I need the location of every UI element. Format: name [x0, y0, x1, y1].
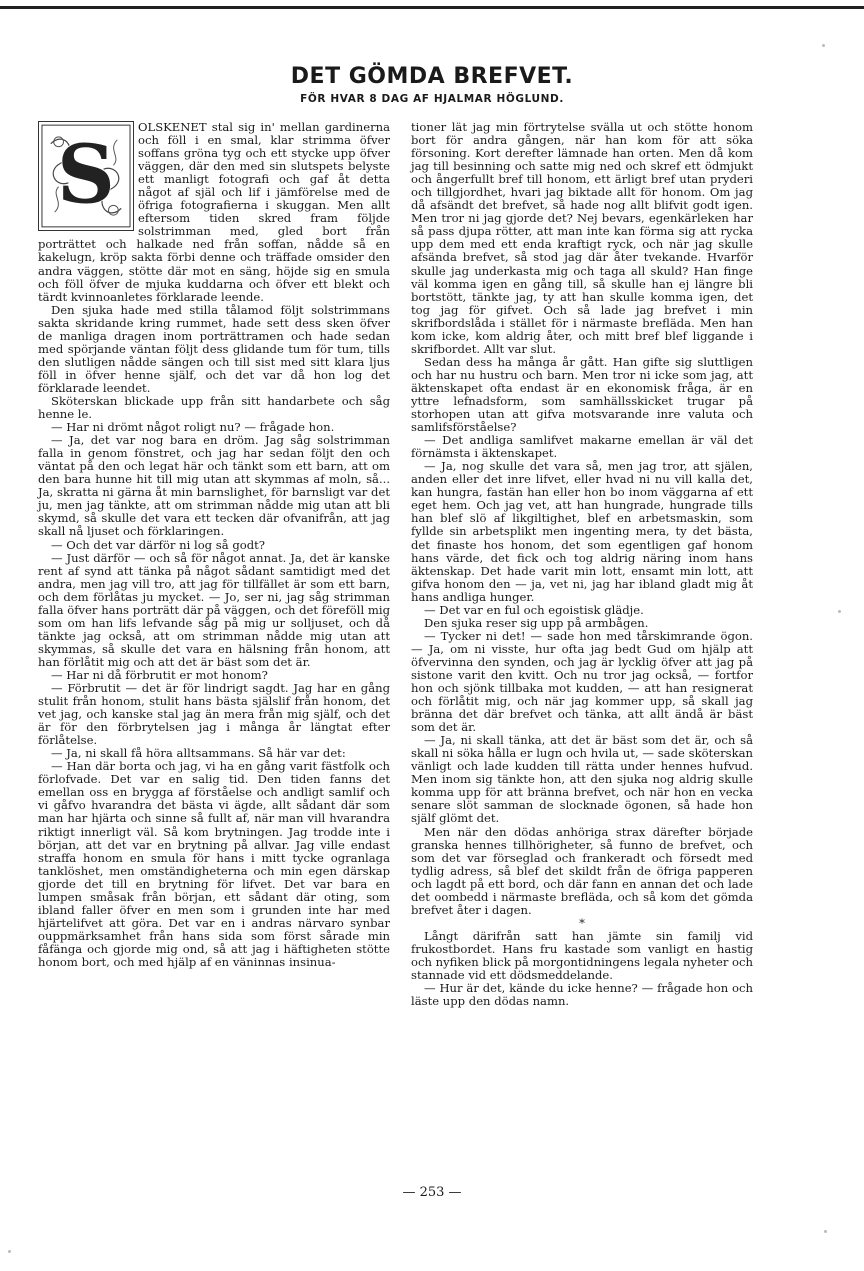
paragraph: Den sjuka reser sig upp på armbågen.	[424, 615, 649, 630]
paragraph: Långt därifrån satt han jämte sin familj vid frukostbordet. Hans fru kastade som vanligt en hastig och nyfiken blick på morgontidningens legala nyheter och stannade vid ett dödsmeddelande.	[411, 928, 753, 983]
paragraph: — Han där borta och jag, vi ha en gång varit fästfolk och förlofvade. Det var en salig tid. Den tiden fanns det emellan oss en brygga af förståelse och andligt samlif och vi gåfvo hvarandra det bästa vi ägde, allt sådant där som man har hjärta och sinne så fullt af, när man vill hvarandra riktigt innerligt väl. Så kom brytningen. Jag trodde inte i början, att det var en brytning på allvar. Jag ville endast straffa honom en smula för hans i mitt tycke ogranlaga tanklöshet, men omständigheterna och min egen därskap gjorde det till en brytning för lifvet. Det var bara en lumpen småsak från början, ett sådant där oting, som ibland faller öfver en men som i grunden inte har med hjärtelifvet att göra. Det var en i andras närvaro synbar ouppmärksamhet från hans sida som först sårade min fåfänga och gjorde mig ond, så att jag i häftigheten stötte honom bort, och med hjälp af en väninnas insinua-	[38, 759, 390, 969]
paragraph: — Det andliga samlifvet makarne emellan är väl det förnämsta i äktenskapet.	[411, 433, 753, 461]
paragraph: Sköterskan blickade upp från sitt handarbete och såg henne le.	[38, 393, 390, 422]
article-byline: FÖR HVAR 8 DAG AF HJALMAR HÖGLUND.	[300, 93, 564, 105]
paragraph: — Ja, nog skulle det vara så, men jag tror, att själen, anden eller det inre lifvet, eller hvad ni nu vill kalla det, kan hungra, fastän han eller hon bo inom väggarna af ett eget hem. Och jag vet, att han hungrade, hungrade tills han blef slö af likgiltighet, blef en arbetsmaskin, som fyllde sin arbetsplikt men ingenting mera, ty det bästa, det finaste hos honom, det som egentligen gaf honom hans värde, det fick och tog aldrig näring inom hans äktenskap. Det hade varit min lott, ensamt min lott, att gifva honom den — ja, vet ni, jag har ibland gladt mig åt hans andliga hunger.	[411, 459, 753, 604]
paragraph: — Ja, ni skall få höra alltsammans. Så här var det:	[51, 746, 346, 761]
paragraph: — Har ni då förbrutit er mot honom?	[51, 667, 268, 682]
top-rule	[0, 6, 864, 9]
paragraph: — Och det var därför ni log så godt?	[51, 537, 266, 552]
paragraph: Sedan dess ha många år gått. Han gifte sig sluttligen och har nu hustru och barn. Men tror ni icke som jag, att äktenskapet ofta endast är en ekonomisk fråga, är en yttre lefnadsform, som samhällsskicket trugar på storhopen utan att gifva motsvarande inre valuta och samlifsförståelse?	[411, 354, 753, 435]
dropcap-letter: S	[57, 127, 115, 222]
right-column	[411, 121, 753, 1008]
scan-speck	[822, 44, 825, 47]
paragraph: — Ja, ni skall tänka, att det är bäst som det är, och så skall ni söka hålla er lugn och hvila ut, — sade sköterskan vänligt och lade kudden till rätta under hennes hufvud. Men inom sig tänkte hon, att den sjuka nog aldrig skulle komma upp för att bränna brefvet, och när hon en vecka senare slöt samman de slocknade ögonen, så hade hon själf glömt det.	[411, 733, 753, 826]
ornamental-initial-s-icon	[38, 121, 134, 231]
paragraph: — Det var en ful och egoistisk glädje.	[424, 602, 644, 617]
paragraph: OLSKENET stal sig in' mellan gardinerna och föll i en smal, klar strimma öfver soffans gröna tyg och ett stycke upp öfver väggen, där den med sin slutspets belyste ett manligt fotografi och gaf åt detta något af själ och lif i jämförelse med de öfriga fotografierna i skuggan. Men allt eftersom tiden skred fram följde solstrimman med, gled bort från porträttet och halkade ned från soffan, nådde så en kakelugn, kröp sakta förbi denne och träffade omsider den andra väggen, stötte där mot en säng, höjde sig en smula och föll öfver de mjuka kuddarna och öfver ett blekt och tärdt kvinnoanletes förklarade leende.	[38, 120, 390, 304]
page-number: — 253 —	[402, 1185, 462, 1200]
paragraph: — Hur är det, kände du icke henne? — frågade hon och läste upp den dödas namn.	[411, 981, 753, 1009]
left-column	[38, 121, 390, 969]
scan-speck	[838, 610, 841, 613]
paragraph: — Har ni drömt något roligt nu? — frågade hon.	[51, 420, 335, 435]
paragraph: — Just därför — och så för något annat. Ja, det är kanske rent af synd att tänka på något sådant samtidigt med det andra, men jag vill tro, att jag för tillfället är som ett barn, och dem förlåtas ju mycket. — Jo, ser ni, jag såg strimman falla öfver hans porträtt där på väggen, och det föreföll mig som om han lifs lefvande såg på mig ur solljuset, och då tänkte jag också, att om strimman nådde mig utan att skymmas, så skulle det vara en hälsning från honom, att han förlåtit mig och att det är bäst som det är.	[38, 550, 390, 669]
paragraph: Men när den dödas anhöriga strax därefter började granska hennes tillhörigheter, så funno de brefvet, och som det var förseglad och frankeradt och försedt med tydlig adress, så blef det skildt från de öfriga papperen och lagdt på ett bord, och där fann en annan det och lade det oombedd i närmaste brefläda, och så kom det gömda brefvet åter i dagen.	[411, 824, 753, 917]
scan-speck	[824, 1230, 827, 1233]
paragraph: — Ja, det var nog bara en dröm. Jag såg solstrimman falla in genom fönstret, och jag har sedan följt den och väntat på den och legat här och tänkt som ett barn, att om den bara hunne hit till mig utan att skymmas af moln, så... Ja, skratta ni gärna åt min barnslighet, för barnsligt var det ju, men jag tänkte, att om strimman nådde mig utan att bli skymd, så skulle det vara ett tecken där ofvanifrån, att jag skall nå ljuset och förklaringen.	[38, 433, 390, 539]
scan-speck	[8, 1250, 11, 1253]
paragraph: Den sjuka hade med stilla tålamod följt solstrimmans sakta skridande kring rummet, hade sett dess sken öfver de manliga dragen inom porträttramen och hade sedan med spörjande väntan följt dess glidande tum för tum, tills den slutligen nådde sängen och till sist med sitt klara ljus föll in öfver henne själf, och det var då hon log det förklarade leendet.	[38, 302, 390, 395]
article-title: DET GÖMDA BREFVET.	[290, 64, 574, 89]
paragraph: tioner lät jag min förtrytelse svälla ut och stötte honom bort för andra gången, när han kom för att söka försoning. Kort derefter lämnade han orten. Men då kom jag till besinning och satte mig ned och skref ett ödmjukt och ångerfullt bref till honom, ett ärligt bref utan pryderi och tillgjordhet, hvari jag biktade allt för honom. Om jag då afsändt det brefvet, så hade nog allt blifvit godt igen. Men tror ni jag gjorde det? Nej bevars, egenkärleken har så pass djupa rötter, att man inte kan förma sig att rycka upp dem med ett enda kraftigt ryck, och när jag skulle afsända brefvet, så stod jag där åter tvekande. Hvarför skulle jag underkasta mig och taga all skuld? Han finge väl komma igen en gång till, så skulle han ej längre bli bortstött, tänkte jag, ty att han skulle komma igen, det tog jag för gifvet. Och så lade jag brefvet i min skrifbordslåda i stället för i närmaste brefläda. Men han kom icke, kom aldrig åter, och mitt bref blef liggande i skrifbordet. Allt var slut.	[411, 120, 753, 356]
paragraph: — Förbrutit — det är för lindrigt sagdt. Jag har en gång stulit från honom, stulit hans bästa själslif från honom, det vet jag, och kanske stal jag än mera från mig själf, och det är för den förbrytelsen jag i många år längtat efter förlåtelse.	[38, 681, 390, 748]
paragraph: *	[579, 915, 585, 930]
paragraph: — Tycker ni det! — sade hon med tårskimrande ögon. — Ja, om ni visste, hur ofta jag bedt Gud om hjälp att öfvervinna den synden, och jag är lycklig öfver att jag på sistone varit den kvitt. Och nu tror jag också, — fortfor hon och sjönk tillbaka mot kudden, — att han resignerat och förlåtit mig, och när jag kommer upp, så skall jag bränna det där brefvet och tänka, att allt ändå är bäst som det är.	[411, 628, 753, 735]
